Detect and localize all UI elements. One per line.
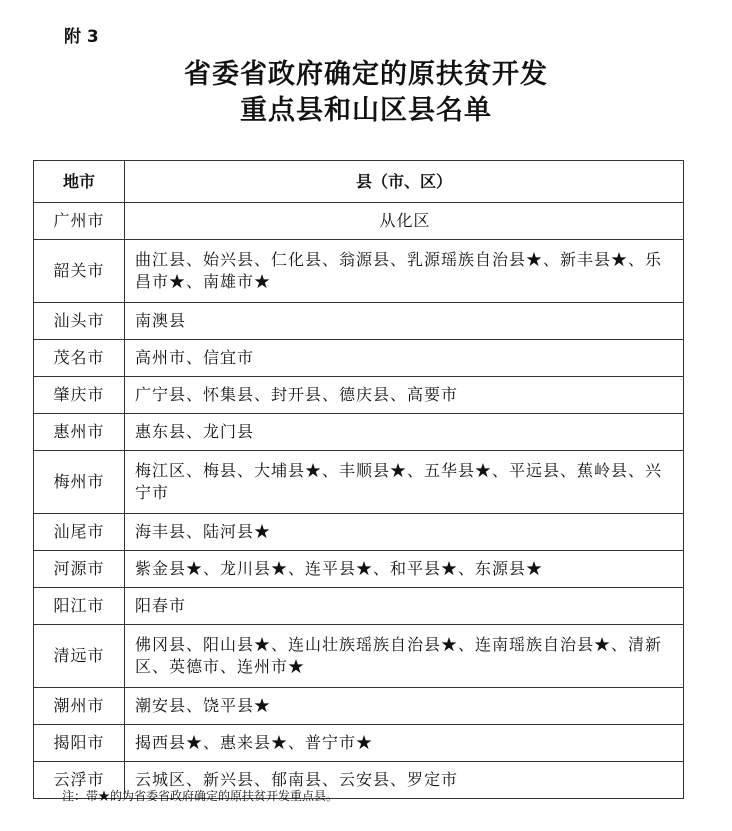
counties-cell: 佛冈县、阳山县★、连山壮族瑶族自治县★、连南瑶族自治县★、清新区、英德市、连州市★	[125, 625, 684, 688]
table-row	[34, 340, 684, 377]
city-cell: 广州市	[34, 203, 125, 240]
city-cell: 肇庆市	[34, 377, 125, 414]
table-header-row	[34, 161, 684, 203]
counties-cell: 海丰县、陆河县★	[125, 514, 684, 551]
city-cell: 潮州市	[34, 688, 125, 725]
city-cell: 惠州市	[34, 414, 125, 451]
table-row	[34, 688, 684, 725]
attachment-label: 附 3	[64, 27, 99, 47]
footnote: 注：带★的为省委省政府确定的原扶贫开发重点县。	[62, 789, 339, 803]
counties-cell: 潮安县、饶平县★	[125, 688, 684, 725]
counties-cell: 从化区	[125, 203, 684, 240]
counties-cell: 云城区、新兴县、郁南县、云安县、罗定市	[125, 762, 684, 799]
table-row	[34, 625, 684, 688]
counties-cell: 惠东县、龙门县	[125, 414, 684, 451]
city-cell: 韶关市	[34, 240, 125, 303]
table-row	[34, 203, 684, 240]
table-row	[34, 377, 684, 414]
city-cell: 汕头市	[34, 303, 125, 340]
table-row	[34, 588, 684, 625]
table-row	[34, 414, 684, 451]
counties-cell: 广宁县、怀集县、封开县、德庆县、高要市	[125, 377, 684, 414]
city-cell: 梅州市	[34, 451, 125, 514]
city-cell: 河源市	[34, 551, 125, 588]
counties-cell: 阳春市	[125, 588, 684, 625]
city-cell: 揭阳市	[34, 725, 125, 762]
table-row	[34, 551, 684, 588]
city-cell: 汕尾市	[34, 514, 125, 551]
city-cell: 清远市	[34, 625, 125, 688]
counties-cell: 高州市、信宜市	[125, 340, 684, 377]
city-cell: 茂名市	[34, 340, 125, 377]
city-cell: 阳江市	[34, 588, 125, 625]
table-row	[34, 725, 684, 762]
city-cell: 云浮市	[34, 762, 125, 799]
counties-cell: 曲江县、始兴县、仁化县、翁源县、乳源瑶族自治县★、新丰县★、乐昌市★、南雄市★	[125, 240, 684, 303]
county-list-table	[33, 160, 684, 799]
document-title-line1: 省委省政府确定的原扶贫开发	[184, 59, 548, 90]
table-row	[34, 451, 684, 514]
counties-cell: 紫金县★、龙川县★、连平县★、和平县★、东源县★	[125, 551, 684, 588]
header-city: 地市	[34, 161, 125, 203]
table-row	[34, 240, 684, 303]
table-row	[34, 303, 684, 340]
counties-cell: 揭西县★、惠来县★、普宁市★	[125, 725, 684, 762]
document-title-line2: 重点县和山区县名单	[240, 95, 492, 126]
counties-cell: 南澳县	[125, 303, 684, 340]
table-row	[34, 514, 684, 551]
header-counties: 县（市、区）	[125, 161, 684, 203]
counties-cell: 梅江区、梅县、大埔县★、丰顺县★、五华县★、平远县、蕉岭县、兴宁市	[125, 451, 684, 514]
